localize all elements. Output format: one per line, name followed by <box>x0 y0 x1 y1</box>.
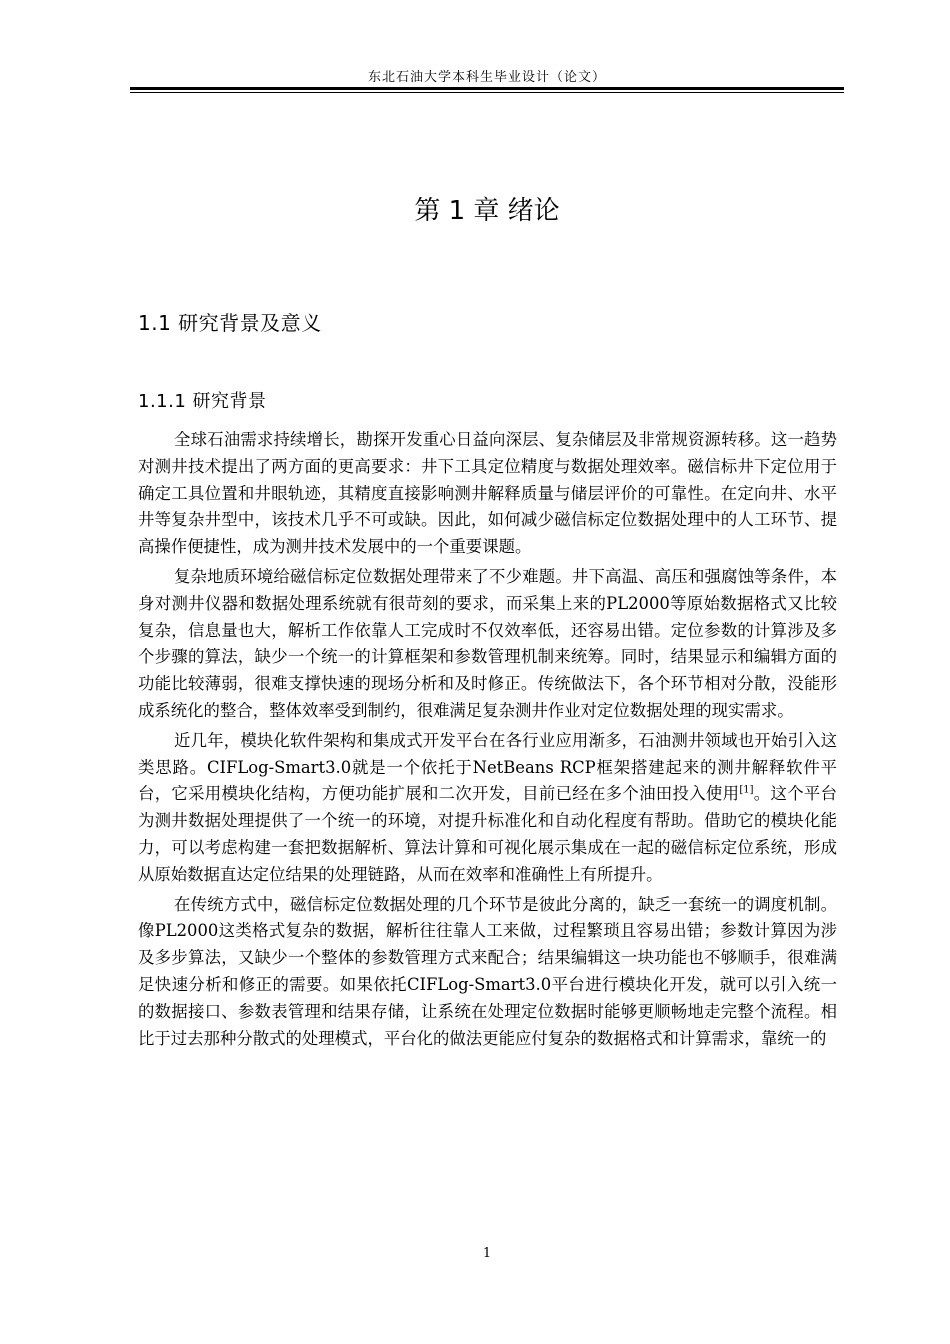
citation-marker[interactable]: [1] <box>739 784 754 796</box>
section-title: 1.1 研究背景及意义 <box>138 311 322 335</box>
paragraph-4: 在传统方式中，磁信标定位数据处理的几个环节是彼此分离的，缺乏一套统一的调度机制。像PL2000这类格式复杂的数据，解析往往靠人工来做，过程繁琐且容易出错；参数计算因为涉及多步算法，又缺少一个整体的参数管理方式来配合；结果编辑这一块功能也不够顺手，很难满足快速分析和修正的需要。如果依托CIFLog-Smart3.0平台进行模块化开发，就可以引入统一的数据接口、参数表管理和结果存储，让系统在处理定位数据时能够更顺畅地走完整个流程。相比于过去那种分散式的处理模式，平台化的做法更能应付复杂的数据格式和计算需求，靠统一的 <box>138 894 837 1048</box>
page-number: 1 <box>482 1246 492 1261</box>
body-text <box>138 427 837 1052</box>
subsection-title: 1.1.1 研究背景 <box>138 391 267 412</box>
paragraph-3 <box>138 728 837 889</box>
header-rule-thick <box>130 87 844 90</box>
paragraph-2: 复杂地质环境给磁信标定位数据处理带来了不少难题。井下高温、高压和强腐蚀等条件，本身对测井仪器和数据处理系统就有很苛刻的要求，而采集上来的PL2000等原始数据格式又比较复杂，信息量也大，解析工作依靠人工完成时不仅效率低，还容易出错。定位参数的计算涉及多个步骤的算法，缺少一个统一的计算框架和参数管理机制来统筹。同时，结果显示和编辑方面的功能比较薄弱，很难支撑快速的现场分析和及时修正。传统做法下，各个环节相对分散，没能形成系统化的整合，整体效率受到制约，很难满足复杂测井作业对定位数据处理的现实需求。 <box>138 566 837 720</box>
paragraph-1: 全球石油需求持续增长，勘探开发重心日益向深层、复杂储层及非常规资源转移。这一趋势对测井技术提出了两方面的更高要求：井下工具定位精度与数据处理效率。磁信标井下定位用于确定工具位置和井眼轨迹，其精度直接影响测井解释质量与储层评价的可靠性。在定向井、水平井等复杂井型中，该技术几乎不可或缺。因此，如何减少磁信标定位数据处理中的人工环节、提高操作便捷性，成为测井技术发展中的一个重要课题。 <box>138 430 837 557</box>
chapter-title: 第 1 章 绪论 <box>414 196 560 226</box>
running-header: 东北石油大学本科生毕业设计（论文） <box>367 70 606 85</box>
paragraph-3-text-b: 。这个平台为测井数据处理提供了一个统一的环境，对提升标准化和自动化程度有帮助。借助它的模块化能力，可以考虑构建一套把数据解析、算法计算和可视化展示集成在一起的磁信标定位系统，形成从原始数据直达定位结果的处理链路，从而在效率和准确性上有所提升。 <box>138 784 837 884</box>
paragraph-3-text-a: 近几年，模块化软件架构和集成式开发平台在各行业应用渐多，石油测井领域也开始引入这类思路。CIFLog-Smart3.0就是一个依托于NetBeans RCP框架搭建起来的测井解释软件平台，它采用模块化结构，方便功能扩展和二次开发，目前已经在多个油田投入使用 <box>138 730 837 804</box>
header-rule-thin <box>130 92 844 93</box>
